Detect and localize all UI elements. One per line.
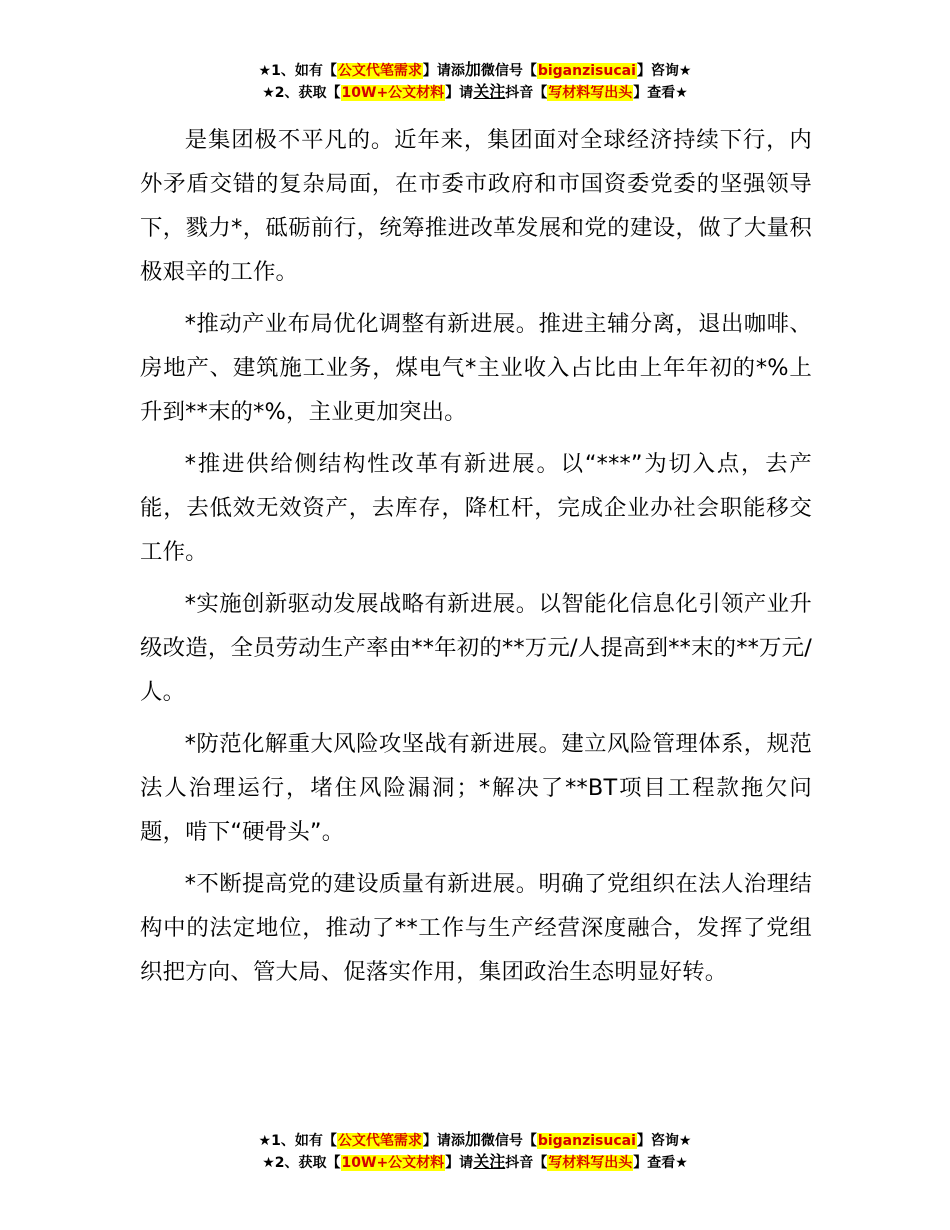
- footer-line-2-text: 】请: [445, 1155, 474, 1171]
- footer-line-1-suffix: 】咨询★: [636, 1133, 692, 1149]
- paragraph-industrial-layout: *推动产业布局优化调整有新进展。推进主辅分离，退出咖啡、房地产、建筑施工业务，煤电气*主业收入占比由上年年初的*%上升到**末的*%，主业更加突出。: [140, 311, 812, 425]
- footer-line-1-emphasis: 加: [464, 1130, 481, 1149]
- header-line-1-text: 】请添: [422, 63, 465, 79]
- header-line-2-text: 】请: [445, 85, 474, 101]
- header-line-2: [0, 81, 950, 103]
- header-line-1: [0, 59, 950, 81]
- paragraph-innovation-strategy: *实施创新驱动发展战略有新进展。以智能化信息化引领产业升级改造，全员劳动生产率由**年初的**万元/人提高到**末的**万元/人。: [140, 591, 812, 705]
- footer-line-1-text-2: 微信号【: [480, 1133, 537, 1149]
- header-line-1-prefix: ★1、如有【: [258, 63, 337, 79]
- footer-banner: [0, 1129, 950, 1173]
- footer-line-2-text-2: 抖音【: [505, 1155, 548, 1171]
- footer-line-1-text: 】请添: [422, 1133, 465, 1149]
- header-line-2-prefix: ★2、获取【: [262, 85, 341, 101]
- footer-line-2-suffix: 】查看★: [633, 1155, 688, 1171]
- footer-highlight-douyin-account: 写材料写出头: [548, 1155, 633, 1171]
- header-line-1-suffix: 】咨询★: [636, 63, 692, 79]
- header-line-1-emphasis: 加: [464, 60, 481, 79]
- footer-line-2-emphasis: 关注: [473, 1152, 506, 1171]
- header-highlight-writing-service: 公文代笔需求: [337, 63, 422, 79]
- header-highlight-materials: 10W+公文材料: [341, 85, 445, 101]
- footer-line-2: [0, 1151, 950, 1173]
- footer-highlight-writing-service: 公文代笔需求: [337, 1133, 422, 1149]
- header-line-2-text-2: 抖音【: [505, 85, 548, 101]
- footer-line-1: [0, 1129, 950, 1151]
- footer-line-1-prefix: ★1、如有【: [258, 1133, 337, 1149]
- header-line-2-emphasis: 关注: [473, 82, 506, 101]
- paragraph-supply-side-reform: *推进供给侧结构性改革有新进展。以“***”为切入点，去产能，去低效无效资产，去库存，降杠杆，完成企业办社会职能移交工作。: [140, 451, 812, 565]
- footer-line-2-prefix: ★2、获取【: [262, 1155, 341, 1171]
- header-highlight-douyin-account: 写材料写出头: [548, 85, 633, 101]
- paragraph-party-building: *不断提高党的建设质量有新进展。明确了党组织在法人治理结构中的法定地位，推动了**工作与生产经营深度融合，发挥了党组织把方向、管大局、促落实作用，集团政治生态明显好转。: [140, 871, 812, 985]
- document-body: [140, 118, 812, 1002]
- header-banner: [0, 59, 950, 103]
- header-highlight-wechat-id: biganzisucai: [537, 63, 636, 79]
- footer-highlight-wechat-id: biganzisucai: [537, 1133, 636, 1149]
- header-line-2-suffix: 】查看★: [633, 85, 688, 101]
- header-line-1-text-2: 微信号【: [480, 63, 537, 79]
- footer-highlight-materials: 10W+公文材料: [341, 1155, 445, 1171]
- paragraph-intro: 是集团极不平凡的。近年来，集团面对全球经济持续下行，内外矛盾交错的复杂局面，在市委市政府和市国资委党委的坚强领导下，戮力*，砥砺前行，统筹推进改革发展和党的建设，做了大量积极艰辛的工作。: [140, 127, 812, 285]
- paragraph-risk-prevention: *防范化解重大风险攻坚战有新进展。建立风险管理体系，规范法人治理运行，堵住风险漏洞；*解决了**BT项目工程款拖欠问题，啃下“硬骨头”。: [140, 731, 812, 845]
